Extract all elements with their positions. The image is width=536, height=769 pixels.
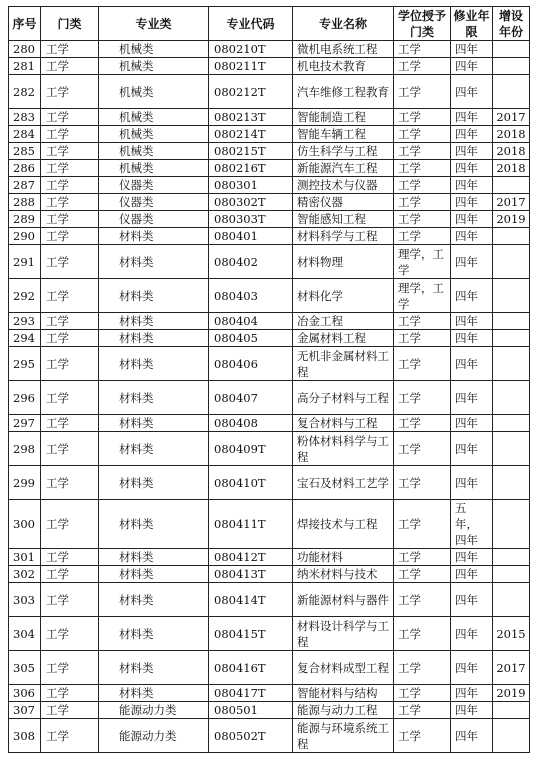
cell-code: 080415T — [209, 617, 293, 651]
cell-no: 302 — [9, 566, 41, 583]
cell-category: 工学 — [41, 58, 99, 75]
cell-duration: 五年，四年 — [451, 500, 493, 549]
cell-code: 080401 — [209, 228, 293, 245]
cell-code: 080413T — [209, 566, 293, 583]
cell-category: 工学 — [41, 566, 99, 583]
cell-major-name: 金属材料工程 — [293, 330, 394, 347]
cell-code: 080501 — [209, 702, 293, 719]
cell-degree: 工学 — [394, 194, 451, 211]
header-no: 序号 — [9, 7, 41, 41]
cell-category: 工学 — [41, 177, 99, 194]
cell-subject-class: 材料类 — [99, 583, 209, 617]
cell-subject-class: 能源动力类 — [99, 719, 209, 753]
cell-year-added: 2018 — [493, 126, 530, 143]
cell-code: 080215T — [209, 143, 293, 160]
cell-year-added — [493, 719, 530, 753]
cell-duration: 四年 — [451, 347, 493, 381]
cell-degree: 工学 — [394, 702, 451, 719]
cell-subject-class: 机械类 — [99, 109, 209, 126]
cell-major-name: 仿生科学与工程 — [293, 143, 394, 160]
cell-code: 080414T — [209, 583, 293, 617]
cell-code: 080404 — [209, 313, 293, 330]
table-row — [9, 143, 530, 160]
cell-code: 080412T — [209, 549, 293, 566]
cell-degree: 工学 — [394, 719, 451, 753]
cell-year-added — [493, 245, 530, 279]
cell-duration: 四年 — [451, 566, 493, 583]
cell-subject-class: 材料类 — [99, 617, 209, 651]
cell-no: 303 — [9, 583, 41, 617]
cell-duration: 四年 — [451, 651, 493, 685]
cell-category: 工学 — [41, 109, 99, 126]
cell-major-name: 新能源材料与器件 — [293, 583, 394, 617]
cell-major-name: 纳米材料与技术 — [293, 566, 394, 583]
cell-duration: 四年 — [451, 583, 493, 617]
header-code: 专业代码 — [209, 7, 293, 41]
cell-year-added — [493, 177, 530, 194]
cell-major-name: 新能源汽车工程 — [293, 160, 394, 177]
cell-no: 305 — [9, 651, 41, 685]
table-row — [9, 432, 530, 466]
cell-duration: 四年 — [451, 381, 493, 415]
cell-year-added — [493, 75, 530, 109]
cell-duration: 四年 — [451, 211, 493, 228]
header-duration: 修业年限 — [451, 7, 493, 41]
cell-major-name: 材料科学与工程 — [293, 228, 394, 245]
cell-category: 工学 — [41, 228, 99, 245]
cell-category: 工学 — [41, 41, 99, 58]
cell-duration: 四年 — [451, 109, 493, 126]
cell-category: 工学 — [41, 500, 99, 549]
cell-subject-class: 材料类 — [99, 432, 209, 466]
cell-major-name: 材料设计科学与工程 — [293, 617, 394, 651]
header-major-name: 专业名称 — [293, 7, 394, 41]
table-row — [9, 330, 530, 347]
cell-code: 080214T — [209, 126, 293, 143]
table-row — [9, 719, 530, 753]
cell-category: 工学 — [41, 651, 99, 685]
cell-degree: 工学 — [394, 75, 451, 109]
table-row — [9, 549, 530, 566]
cell-no: 288 — [9, 194, 41, 211]
cell-degree: 工学 — [394, 58, 451, 75]
cell-category: 工学 — [41, 211, 99, 228]
table-row — [9, 466, 530, 500]
cell-subject-class: 仪器类 — [99, 211, 209, 228]
cell-degree: 工学 — [394, 109, 451, 126]
cell-subject-class: 仪器类 — [99, 177, 209, 194]
table-row — [9, 160, 530, 177]
cell-major-name: 粉体材料科学与工程 — [293, 432, 394, 466]
table-row — [9, 617, 530, 651]
cell-major-name: 宝石及材料工艺学 — [293, 466, 394, 500]
cell-degree: 工学 — [394, 177, 451, 194]
cell-major-name: 复合材料与工程 — [293, 415, 394, 432]
cell-no: 290 — [9, 228, 41, 245]
cell-year-added: 2017 — [493, 109, 530, 126]
header-year-added: 增设年份 — [493, 7, 530, 41]
cell-major-name: 焊接技术与工程 — [293, 500, 394, 549]
table-row — [9, 228, 530, 245]
cell-subject-class: 材料类 — [99, 651, 209, 685]
cell-code: 080407 — [209, 381, 293, 415]
cell-duration: 四年 — [451, 75, 493, 109]
table-row — [9, 109, 530, 126]
cell-year-added — [493, 381, 530, 415]
cell-no: 295 — [9, 347, 41, 381]
cell-no: 283 — [9, 109, 41, 126]
cell-code: 080402 — [209, 245, 293, 279]
cell-no: 287 — [9, 177, 41, 194]
table-row — [9, 75, 530, 109]
cell-year-added: 2019 — [493, 211, 530, 228]
cell-major-name: 能源与动力工程 — [293, 702, 394, 719]
table-row — [9, 651, 530, 685]
cell-subject-class: 材料类 — [99, 381, 209, 415]
cell-major-name: 冶金工程 — [293, 313, 394, 330]
cell-code: 080403 — [209, 279, 293, 313]
cell-subject-class: 材料类 — [99, 279, 209, 313]
document-page — [8, 6, 530, 753]
cell-category: 工学 — [41, 685, 99, 702]
cell-year-added — [493, 549, 530, 566]
cell-subject-class: 机械类 — [99, 160, 209, 177]
cell-year-added — [493, 228, 530, 245]
cell-year-added: 2017 — [493, 651, 530, 685]
cell-degree: 工学 — [394, 143, 451, 160]
cell-year-added — [493, 583, 530, 617]
cell-subject-class: 材料类 — [99, 228, 209, 245]
table-row — [9, 500, 530, 549]
cell-code: 080303T — [209, 211, 293, 228]
cell-degree: 理学，工学 — [394, 279, 451, 313]
cell-category: 工学 — [41, 143, 99, 160]
header-subject-class: 专业类 — [99, 7, 209, 41]
cell-code: 080410T — [209, 466, 293, 500]
cell-year-added — [493, 432, 530, 466]
cell-year-added: 2018 — [493, 143, 530, 160]
cell-major-name: 材料物理 — [293, 245, 394, 279]
cell-category: 工学 — [41, 194, 99, 211]
cell-no: 306 — [9, 685, 41, 702]
cell-code: 080409T — [209, 432, 293, 466]
cell-duration: 四年 — [451, 228, 493, 245]
table-body — [9, 41, 530, 753]
cell-code: 080211T — [209, 58, 293, 75]
cell-degree: 工学 — [394, 617, 451, 651]
cell-major-name: 机电技术教育 — [293, 58, 394, 75]
cell-duration: 四年 — [451, 126, 493, 143]
cell-duration: 四年 — [451, 617, 493, 651]
cell-duration: 四年 — [451, 549, 493, 566]
cell-category: 工学 — [41, 549, 99, 566]
cell-duration: 四年 — [451, 719, 493, 753]
cell-year-added — [493, 58, 530, 75]
cell-degree: 工学 — [394, 41, 451, 58]
cell-no: 301 — [9, 549, 41, 566]
cell-category: 工学 — [41, 245, 99, 279]
cell-no: 291 — [9, 245, 41, 279]
cell-year-added — [493, 500, 530, 549]
cell-year-added: 2018 — [493, 160, 530, 177]
cell-duration: 四年 — [451, 702, 493, 719]
cell-subject-class: 材料类 — [99, 466, 209, 500]
cell-category: 工学 — [41, 279, 99, 313]
cell-no: 307 — [9, 702, 41, 719]
cell-category: 工学 — [41, 381, 99, 415]
table-row — [9, 211, 530, 228]
cell-no: 292 — [9, 279, 41, 313]
cell-year-added — [493, 41, 530, 58]
cell-year-added — [493, 313, 530, 330]
cell-category: 工学 — [41, 617, 99, 651]
cell-duration: 四年 — [451, 432, 493, 466]
cell-major-name: 汽车维修工程教育 — [293, 75, 394, 109]
cell-no: 300 — [9, 500, 41, 549]
cell-category: 工学 — [41, 702, 99, 719]
cell-code: 080405 — [209, 330, 293, 347]
cell-no: 297 — [9, 415, 41, 432]
cell-duration: 四年 — [451, 279, 493, 313]
cell-degree: 工学 — [394, 500, 451, 549]
cell-degree: 工学 — [394, 211, 451, 228]
header-degree: 学位授予门类 — [394, 7, 451, 41]
cell-degree: 工学 — [394, 330, 451, 347]
cell-degree: 工学 — [394, 432, 451, 466]
header-category: 门类 — [41, 7, 99, 41]
cell-code: 080210T — [209, 41, 293, 58]
cell-major-name: 测控技术与仪器 — [293, 177, 394, 194]
cell-major-name: 功能材料 — [293, 549, 394, 566]
major-catalog-table — [8, 6, 530, 753]
cell-major-name: 智能车辆工程 — [293, 126, 394, 143]
cell-major-name: 智能制造工程 — [293, 109, 394, 126]
cell-code: 080411T — [209, 500, 293, 549]
cell-no: 308 — [9, 719, 41, 753]
cell-degree: 工学 — [394, 466, 451, 500]
cell-code: 080417T — [209, 685, 293, 702]
table-header-row — [9, 7, 530, 41]
cell-year-added — [493, 347, 530, 381]
cell-subject-class: 材料类 — [99, 685, 209, 702]
cell-degree: 工学 — [394, 313, 451, 330]
cell-no: 296 — [9, 381, 41, 415]
cell-code: 080416T — [209, 651, 293, 685]
cell-code: 080213T — [209, 109, 293, 126]
cell-category: 工学 — [41, 415, 99, 432]
cell-no: 284 — [9, 126, 41, 143]
cell-major-name: 材料化学 — [293, 279, 394, 313]
cell-subject-class: 能源动力类 — [99, 702, 209, 719]
cell-no: 299 — [9, 466, 41, 500]
cell-subject-class: 机械类 — [99, 126, 209, 143]
cell-degree: 工学 — [394, 583, 451, 617]
cell-year-added — [493, 702, 530, 719]
cell-code: 080301 — [209, 177, 293, 194]
table-row — [9, 58, 530, 75]
cell-subject-class: 材料类 — [99, 313, 209, 330]
cell-code: 080502T — [209, 719, 293, 753]
cell-year-added — [493, 415, 530, 432]
cell-category: 工学 — [41, 719, 99, 753]
cell-subject-class: 材料类 — [99, 245, 209, 279]
cell-major-name: 精密仪器 — [293, 194, 394, 211]
cell-year-added — [493, 279, 530, 313]
cell-degree: 工学 — [394, 549, 451, 566]
table-row — [9, 685, 530, 702]
cell-degree: 工学 — [394, 126, 451, 143]
cell-subject-class: 材料类 — [99, 330, 209, 347]
table-row — [9, 194, 530, 211]
cell-duration: 四年 — [451, 177, 493, 194]
cell-degree: 工学 — [394, 381, 451, 415]
cell-subject-class: 仪器类 — [99, 194, 209, 211]
cell-subject-class: 机械类 — [99, 75, 209, 109]
cell-duration: 四年 — [451, 415, 493, 432]
cell-major-name: 微机电系统工程 — [293, 41, 394, 58]
cell-duration: 四年 — [451, 313, 493, 330]
cell-category: 工学 — [41, 466, 99, 500]
cell-no: 289 — [9, 211, 41, 228]
cell-no: 286 — [9, 160, 41, 177]
cell-category: 工学 — [41, 313, 99, 330]
table-row — [9, 566, 530, 583]
cell-degree: 工学 — [394, 347, 451, 381]
cell-duration: 四年 — [451, 194, 493, 211]
table-row — [9, 313, 530, 330]
cell-major-name: 能源与环境系统工程 — [293, 719, 394, 753]
cell-category: 工学 — [41, 160, 99, 177]
table-row — [9, 41, 530, 58]
cell-year-added — [493, 566, 530, 583]
cell-no: 294 — [9, 330, 41, 347]
table-row — [9, 245, 530, 279]
cell-duration: 四年 — [451, 160, 493, 177]
cell-duration: 四年 — [451, 58, 493, 75]
table-row — [9, 415, 530, 432]
cell-degree: 工学 — [394, 685, 451, 702]
cell-category: 工学 — [41, 583, 99, 617]
cell-major-name: 智能材料与结构 — [293, 685, 394, 702]
cell-no: 285 — [9, 143, 41, 160]
cell-subject-class: 机械类 — [99, 143, 209, 160]
cell-duration: 四年 — [451, 143, 493, 160]
cell-subject-class: 材料类 — [99, 549, 209, 566]
table-row — [9, 279, 530, 313]
cell-degree: 工学 — [394, 415, 451, 432]
cell-code: 080406 — [209, 347, 293, 381]
cell-duration: 四年 — [451, 245, 493, 279]
cell-no: 304 — [9, 617, 41, 651]
cell-no: 298 — [9, 432, 41, 466]
cell-degree: 工学 — [394, 651, 451, 685]
cell-duration: 四年 — [451, 466, 493, 500]
cell-major-name: 高分子材料与工程 — [293, 381, 394, 415]
cell-code: 080408 — [209, 415, 293, 432]
cell-no: 293 — [9, 313, 41, 330]
cell-code: 080216T — [209, 160, 293, 177]
cell-subject-class: 材料类 — [99, 500, 209, 549]
table-row — [9, 702, 530, 719]
cell-year-added — [493, 466, 530, 500]
cell-degree: 工学 — [394, 228, 451, 245]
cell-category: 工学 — [41, 347, 99, 381]
cell-major-name: 智能感知工程 — [293, 211, 394, 228]
cell-category: 工学 — [41, 126, 99, 143]
cell-no: 280 — [9, 41, 41, 58]
cell-code: 080212T — [209, 75, 293, 109]
cell-major-name: 无机非金属材料工程 — [293, 347, 394, 381]
cell-degree: 工学 — [394, 566, 451, 583]
table-row — [9, 177, 530, 194]
cell-duration: 四年 — [451, 685, 493, 702]
cell-subject-class: 材料类 — [99, 415, 209, 432]
cell-no: 281 — [9, 58, 41, 75]
cell-duration: 四年 — [451, 41, 493, 58]
cell-subject-class: 机械类 — [99, 58, 209, 75]
table-row — [9, 583, 530, 617]
table-row — [9, 347, 530, 381]
cell-duration: 四年 — [451, 330, 493, 347]
cell-subject-class: 材料类 — [99, 566, 209, 583]
cell-category: 工学 — [41, 330, 99, 347]
cell-year-added: 2019 — [493, 685, 530, 702]
cell-year-added: 2015 — [493, 617, 530, 651]
cell-year-added — [493, 330, 530, 347]
cell-year-added: 2017 — [493, 194, 530, 211]
table-row — [9, 381, 530, 415]
cell-subject-class: 材料类 — [99, 347, 209, 381]
table-row — [9, 126, 530, 143]
cell-category: 工学 — [41, 75, 99, 109]
cell-subject-class: 机械类 — [99, 41, 209, 58]
cell-code: 080302T — [209, 194, 293, 211]
cell-no: 282 — [9, 75, 41, 109]
cell-degree: 理学，工学 — [394, 245, 451, 279]
cell-degree: 工学 — [394, 160, 451, 177]
cell-major-name: 复合材料成型工程 — [293, 651, 394, 685]
cell-category: 工学 — [41, 432, 99, 466]
